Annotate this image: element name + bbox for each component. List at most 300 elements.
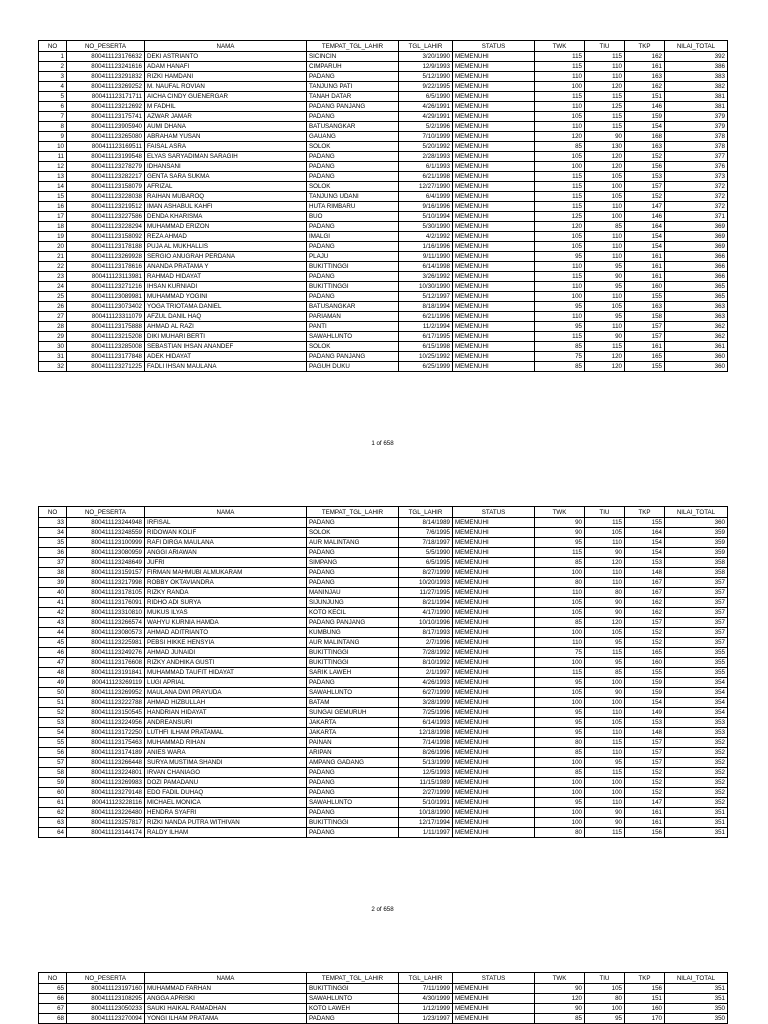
cell-nilai-total: 377 — [665, 152, 728, 162]
cell-nama: MUHAMMAD ERIZON — [145, 222, 307, 232]
cell-tempat-tgl-lahir: SIJUNJUNG — [307, 598, 399, 608]
table-row — [39, 142, 728, 152]
cell-tkp: 152 — [625, 778, 665, 788]
cell-nilai-total: 351 — [665, 984, 728, 994]
cell-twk: 120 — [535, 132, 585, 142]
cell-tempat-tgl-lahir: PADANG — [307, 152, 399, 162]
cell-tgl-lahir: 5/12/1997 — [399, 292, 453, 302]
cell-tiu: 110 — [585, 708, 625, 718]
cell-no: 63 — [39, 818, 67, 828]
cell-no: 66 — [39, 994, 67, 1004]
cell-tkp: 159 — [625, 678, 665, 688]
cell-tgl-lahir: 6/14/1993 — [399, 718, 453, 728]
cell-twk: 90 — [535, 528, 585, 538]
table-row — [39, 262, 728, 272]
cell-twk: 115 — [535, 182, 585, 192]
cell-nama: HANDRIAN HIDAYAT — [145, 708, 307, 718]
cell-status: MEMENUHI — [453, 538, 535, 548]
cell-twk: 85 — [535, 618, 585, 628]
cell-twk: 120 — [535, 994, 585, 1004]
cell-tempat-tgl-lahir: SAWAHLUNTO — [307, 798, 399, 808]
cell-tkp: 160 — [625, 282, 665, 292]
cell-tempat-tgl-lahir: PADANG — [307, 172, 399, 182]
cell-tempat-tgl-lahir: PADANG — [307, 222, 399, 232]
cell-no: 2 — [39, 62, 67, 72]
cell-nama: AFZUL DANIL HAQ — [145, 312, 307, 322]
cell-no: 55 — [39, 738, 67, 748]
cell-no-peserta: 800411123227586 — [67, 212, 145, 222]
cell-tgl-lahir: 5/13/1999 — [399, 758, 453, 768]
cell-no-peserta: 800411123113981 — [67, 272, 145, 282]
cell-no-peserta: 800411123226480 — [67, 808, 145, 818]
cell-status: MEMENUHI — [453, 758, 535, 768]
cell-tiu: 115 — [585, 648, 625, 658]
cell-nama: WAHYU KURNIA HAMDA — [145, 618, 307, 628]
cell-tempat-tgl-lahir: PLAJU — [307, 252, 399, 262]
cell-no-peserta: 800411123212692 — [67, 102, 145, 112]
cell-nama: AICHA CINDY GUENERGAR — [145, 92, 307, 102]
cell-no-peserta: 800411123222788 — [67, 698, 145, 708]
cell-status: MEMENUHI — [453, 322, 535, 332]
cell-no-peserta: 800411123310810 — [67, 608, 145, 618]
cell-no-peserta: 800411123271225 — [67, 362, 145, 372]
cell-nilai-total: 379 — [665, 122, 728, 132]
cell-nama: AFRIZAL — [145, 182, 307, 192]
cell-status: MEMENUHI — [453, 132, 535, 142]
table-row — [39, 1014, 728, 1024]
cell-no: 21 — [39, 252, 67, 262]
cell-no-peserta: 800411123175888 — [67, 322, 145, 332]
cell-no-peserta: 800411123248649 — [67, 558, 145, 568]
cell-no-peserta: 800411123171711 — [67, 92, 145, 102]
cell-nama: ROBBY OKTAVIANDRA — [145, 578, 307, 588]
cell-twk: 90 — [535, 518, 585, 528]
cell-tkp: 163 — [625, 142, 665, 152]
cell-twk: 95 — [535, 322, 585, 332]
cell-twk: 100 — [535, 788, 585, 798]
cell-no-peserta: 800411123905940 — [67, 122, 145, 132]
cell-tempat-tgl-lahir: PADANG — [307, 548, 399, 558]
cell-tempat-tgl-lahir: PADANG — [307, 292, 399, 302]
cell-tiu: 90 — [585, 808, 625, 818]
cell-no: 15 — [39, 192, 67, 202]
column-header-nilai-total: NILAI_TOTAL — [665, 507, 728, 518]
column-header-tempat-tgl-lahir: TEMPAT_TGL_LAHIR — [307, 507, 399, 518]
cell-nama: REZA AHMAD — [145, 232, 307, 242]
cell-no-peserta: 800411123249276 — [67, 648, 145, 658]
cell-nama: MICHAEL MONICA — [145, 798, 307, 808]
table-row — [39, 102, 728, 112]
cell-nilai-total: 360 — [665, 518, 728, 528]
cell-tkp: 168 — [625, 132, 665, 142]
cell-tiu: 90 — [585, 818, 625, 828]
cell-no: 30 — [39, 342, 67, 352]
column-header-tiu: TIU — [585, 973, 625, 984]
cell-no-peserta: 800411123050233 — [67, 1004, 145, 1014]
cell-tgl-lahir: 11/15/1989 — [399, 778, 453, 788]
cell-nama: IHSAN KURNIADI — [145, 282, 307, 292]
cell-status: MEMENUHI — [453, 122, 535, 132]
cell-no-peserta: 800411123266448 — [67, 758, 145, 768]
cell-tiu: 90 — [585, 132, 625, 142]
cell-nilai-total: 371 — [665, 212, 728, 222]
cell-status: MEMENUHI — [453, 102, 535, 112]
cell-tiu: 110 — [585, 728, 625, 738]
cell-status: MEMENUHI — [453, 62, 535, 72]
cell-nama: IDHANSANI — [145, 162, 307, 172]
cell-no-peserta: 800411123291832 — [67, 72, 145, 82]
cell-twk: 110 — [535, 122, 585, 132]
cell-twk: 95 — [535, 728, 585, 738]
cell-status: MEMENUHI — [453, 808, 535, 818]
cell-twk: 115 — [535, 272, 585, 282]
cell-tiu: 110 — [585, 292, 625, 302]
cell-no-peserta: 800411123178616 — [67, 262, 145, 272]
cell-tempat-tgl-lahir: SAWAHLUNTO — [307, 332, 399, 342]
cell-nilai-total: 350 — [665, 1014, 728, 1024]
cell-tkp: 157 — [625, 738, 665, 748]
cell-tkp: 162 — [625, 82, 665, 92]
table-row — [39, 598, 728, 608]
cell-twk: 95 — [535, 678, 585, 688]
results-table — [38, 40, 728, 372]
cell-no-peserta: 800411123215208 — [67, 332, 145, 342]
cell-tempat-tgl-lahir: PARIAMAN — [307, 312, 399, 322]
cell-status: MEMENUHI — [453, 698, 535, 708]
cell-no: 39 — [39, 578, 67, 588]
cell-twk: 95 — [535, 718, 585, 728]
cell-nilai-total: 351 — [665, 808, 728, 818]
cell-twk: 120 — [535, 222, 585, 232]
cell-tkp: 155 — [625, 668, 665, 678]
cell-tgl-lahir: 6/5/1990 — [399, 92, 453, 102]
results-table — [38, 972, 728, 1024]
page-2 — [38, 506, 727, 838]
cell-tgl-lahir: 7/11/1999 — [399, 984, 453, 994]
column-header-tiu: TIU — [585, 507, 625, 518]
table-row — [39, 658, 728, 668]
cell-status: MEMENUHI — [453, 788, 535, 798]
cell-tgl-lahir: 12/5/1993 — [399, 768, 453, 778]
cell-nilai-total: 369 — [665, 222, 728, 232]
cell-status: MEMENUHI — [453, 618, 535, 628]
table-body — [39, 984, 728, 1024]
table-row — [39, 678, 728, 688]
cell-no-peserta: 800411123177848 — [67, 352, 145, 362]
cell-tkp: 159 — [625, 112, 665, 122]
cell-tgl-lahir: 3/28/1999 — [399, 698, 453, 708]
cell-nilai-total: 358 — [665, 558, 728, 568]
cell-nama: DIKI MUHARI BERTI — [145, 332, 307, 342]
cell-tkp: 152 — [625, 768, 665, 778]
cell-status: MEMENUHI — [453, 638, 535, 648]
cell-nama: AHMAD ADITRIANTO — [145, 628, 307, 638]
table-row — [39, 282, 728, 292]
cell-tempat-tgl-lahir: KUMBUNG — [307, 628, 399, 638]
cell-nama: RIZKY ANDHIKA GUSTI — [145, 658, 307, 668]
cell-no-peserta: 800411123228116 — [67, 798, 145, 808]
column-header-tkp: TKP — [625, 41, 665, 52]
cell-no-peserta: 800411123269119 — [67, 678, 145, 688]
cell-tkp: 156 — [625, 828, 665, 838]
cell-nilai-total: 355 — [665, 658, 728, 668]
cell-nama: YONGI ILHAM PRATAMA — [145, 1014, 307, 1024]
cell-nama: LUGI APRIAL — [145, 678, 307, 688]
cell-nilai-total: 355 — [665, 648, 728, 658]
cell-no-peserta: 800411123080959 — [67, 548, 145, 558]
cell-no-peserta: 800411123178105 — [67, 588, 145, 598]
cell-twk: 80 — [535, 578, 585, 588]
cell-twk: 105 — [535, 152, 585, 162]
cell-tiu: 115 — [585, 768, 625, 778]
cell-tkp: 164 — [625, 528, 665, 538]
cell-tgl-lahir: 5/5/1990 — [399, 548, 453, 558]
cell-nilai-total: 357 — [665, 618, 728, 628]
cell-tgl-lahir: 1/16/1996 — [399, 242, 453, 252]
cell-tkp: 157 — [625, 748, 665, 758]
cell-nilai-total: 359 — [665, 538, 728, 548]
cell-tempat-tgl-lahir: PADANG PANJANG — [307, 102, 399, 112]
cell-nilai-total: 363 — [665, 312, 728, 322]
cell-nama: RAHMAD HIDAYAT — [145, 272, 307, 282]
cell-twk: 100 — [535, 808, 585, 818]
cell-tgl-lahir: 8/21/1994 — [399, 598, 453, 608]
cell-tiu: 95 — [585, 262, 625, 272]
cell-tgl-lahir: 8/17/1993 — [399, 628, 453, 638]
cell-tgl-lahir: 6/21/1998 — [399, 172, 453, 182]
cell-no: 33 — [39, 518, 67, 528]
cell-tkp: 156 — [625, 162, 665, 172]
cell-status: MEMENUHI — [453, 738, 535, 748]
cell-no: 24 — [39, 282, 67, 292]
column-header-status: STATUS — [453, 973, 535, 984]
header-row — [39, 507, 728, 518]
table-row — [39, 798, 728, 808]
table-row — [39, 362, 728, 372]
cell-tkp: 159 — [625, 688, 665, 698]
results-table — [38, 506, 728, 838]
cell-tgl-lahir: 4/17/1990 — [399, 608, 453, 618]
cell-no: 60 — [39, 788, 67, 798]
cell-twk: 115 — [535, 92, 585, 102]
cell-no-peserta: 800411123080573 — [67, 628, 145, 638]
cell-nilai-total: 362 — [665, 322, 728, 332]
cell-status: MEMENUHI — [453, 984, 535, 994]
cell-tkp: 154 — [625, 242, 665, 252]
cell-no-peserta: 800411123266574 — [67, 618, 145, 628]
cell-status: MEMENUHI — [453, 352, 535, 362]
cell-nama: AZWAR JAMAR — [145, 112, 307, 122]
header-row — [39, 41, 728, 52]
cell-tgl-lahir: 8/27/1999 — [399, 568, 453, 578]
cell-nilai-total: 363 — [665, 302, 728, 312]
cell-nama: AHMAD AL RAZI — [145, 322, 307, 332]
cell-no-peserta: 800411123159157 — [67, 568, 145, 578]
cell-tiu: 100 — [585, 788, 625, 798]
cell-tgl-lahir: 6/21/1996 — [399, 312, 453, 322]
cell-tempat-tgl-lahir: PADANG — [307, 768, 399, 778]
cell-status: MEMENUHI — [453, 292, 535, 302]
cell-no: 64 — [39, 828, 67, 838]
cell-status: MEMENUHI — [453, 628, 535, 638]
cell-tempat-tgl-lahir: GAUANG — [307, 132, 399, 142]
cell-tkp: 152 — [625, 628, 665, 638]
cell-nilai-total: 366 — [665, 262, 728, 272]
cell-status: MEMENUHI — [453, 232, 535, 242]
cell-no: 34 — [39, 528, 67, 538]
cell-tiu: 130 — [585, 142, 625, 152]
cell-twk: 95 — [535, 708, 585, 718]
cell-tempat-tgl-lahir: AUR MALINTANG — [307, 538, 399, 548]
table-row — [39, 52, 728, 62]
cell-twk: 105 — [535, 242, 585, 252]
cell-nama: MUKUS ILYAS — [145, 608, 307, 618]
cell-nilai-total: 352 — [665, 798, 728, 808]
cell-tkp: 161 — [625, 62, 665, 72]
page-number: 1 of 658 — [371, 440, 394, 447]
cell-nilai-total: 372 — [665, 192, 728, 202]
cell-tiu: 110 — [585, 202, 625, 212]
cell-no-peserta: 800411123269252 — [67, 82, 145, 92]
table-row — [39, 212, 728, 222]
cell-nama: MUHAMMAD RIHAN — [145, 738, 307, 748]
table-body — [39, 518, 728, 838]
table-row — [39, 688, 728, 698]
page-3 — [38, 972, 727, 1024]
cell-tempat-tgl-lahir: SUNGAI GEMURUH — [307, 708, 399, 718]
table-row — [39, 172, 728, 182]
cell-no: 11 — [39, 152, 67, 162]
cell-no-peserta: 800411123089981 — [67, 292, 145, 302]
cell-tiu: 95 — [585, 1014, 625, 1024]
cell-tiu: 80 — [585, 588, 625, 598]
cell-twk: 115 — [535, 172, 585, 182]
cell-tkp: 146 — [625, 212, 665, 222]
cell-status: MEMENUHI — [453, 252, 535, 262]
cell-tiu: 115 — [585, 92, 625, 102]
cell-nama: IRFISAL — [145, 518, 307, 528]
cell-tkp: 161 — [625, 252, 665, 262]
cell-tempat-tgl-lahir: PAINAN — [307, 738, 399, 748]
cell-nilai-total: 365 — [665, 282, 728, 292]
cell-tempat-tgl-lahir: PADANG — [307, 778, 399, 788]
cell-tkp: 157 — [625, 758, 665, 768]
cell-nilai-total: 357 — [665, 598, 728, 608]
cell-tgl-lahir: 6/14/1998 — [399, 262, 453, 272]
table-row — [39, 648, 728, 658]
cell-nilai-total: 352 — [665, 768, 728, 778]
table-row — [39, 748, 728, 758]
cell-no-peserta: 800411123241616 — [67, 62, 145, 72]
cell-nilai-total: 353 — [665, 728, 728, 738]
table-row — [39, 994, 728, 1004]
cell-no: 4 — [39, 82, 67, 92]
cell-tgl-lahir: 3/26/1992 — [399, 272, 453, 282]
cell-nilai-total: 383 — [665, 72, 728, 82]
cell-tempat-tgl-lahir: PADANG — [307, 162, 399, 172]
cell-twk: 100 — [535, 628, 585, 638]
cell-no: 59 — [39, 778, 67, 788]
table-row — [39, 352, 728, 362]
cell-tempat-tgl-lahir: PADANG — [307, 808, 399, 818]
cell-tkp: 147 — [625, 202, 665, 212]
table-row — [39, 82, 728, 92]
cell-no: 50 — [39, 688, 67, 698]
cell-nilai-total: 361 — [665, 342, 728, 352]
cell-tempat-tgl-lahir: PADANG PANJANG — [307, 352, 399, 362]
cell-nama: DENDA KHARISMA — [145, 212, 307, 222]
cell-tiu: 90 — [585, 598, 625, 608]
cell-tgl-lahir: 7/14/1998 — [399, 738, 453, 748]
cell-twk: 100 — [535, 778, 585, 788]
cell-tkp: 165 — [625, 352, 665, 362]
column-header-nilai-total: NILAI_TOTAL — [665, 973, 728, 984]
cell-tkp: 154 — [625, 698, 665, 708]
cell-status: MEMENUHI — [453, 92, 535, 102]
cell-no-peserta: 800411123269983 — [67, 778, 145, 788]
cell-tgl-lahir: 5/10/1994 — [399, 212, 453, 222]
cell-tgl-lahir: 4/26/1991 — [399, 102, 453, 112]
cell-nama: ANDREANSURI — [145, 718, 307, 728]
table-row — [39, 828, 728, 838]
cell-tempat-tgl-lahir: PADANG — [307, 1014, 399, 1024]
cell-tiu: 105 — [585, 528, 625, 538]
cell-no: 18 — [39, 222, 67, 232]
cell-tempat-tgl-lahir: SARIK LAWEH — [307, 668, 399, 678]
cell-tiu: 85 — [585, 222, 625, 232]
cell-twk: 95 — [535, 302, 585, 312]
cell-no: 31 — [39, 352, 67, 362]
cell-tempat-tgl-lahir: SOLOK — [307, 182, 399, 192]
cell-no: 36 — [39, 548, 67, 558]
cell-nilai-total: 357 — [665, 578, 728, 588]
cell-status: MEMENUHI — [453, 658, 535, 668]
column-header-no-peserta: NO_PESERTA — [67, 41, 145, 52]
cell-status: MEMENUHI — [453, 828, 535, 838]
cell-twk: 85 — [535, 748, 585, 758]
cell-tkp: 155 — [625, 518, 665, 528]
table-row — [39, 568, 728, 578]
table-row — [39, 312, 728, 322]
cell-no: 54 — [39, 728, 67, 738]
cell-nilai-total: 362 — [665, 332, 728, 342]
column-header-no: NO — [39, 973, 67, 984]
cell-status: MEMENUHI — [453, 312, 535, 322]
cell-no: 23 — [39, 272, 67, 282]
cell-tempat-tgl-lahir: BUKITTINGGI — [307, 658, 399, 668]
cell-no: 5 — [39, 92, 67, 102]
cell-nama: AHMAD HIZBULLAH — [145, 698, 307, 708]
cell-nama: FAISAL ASRA — [145, 142, 307, 152]
cell-no: 38 — [39, 568, 67, 578]
cell-tkp: 147 — [625, 798, 665, 808]
cell-tiu: 100 — [585, 182, 625, 192]
cell-tkp: 164 — [625, 222, 665, 232]
cell-no-peserta: 800411123228038 — [67, 192, 145, 202]
cell-twk: 85 — [535, 768, 585, 778]
cell-nilai-total: 351 — [665, 818, 728, 828]
cell-nilai-total: 354 — [665, 698, 728, 708]
table-row — [39, 738, 728, 748]
cell-nilai-total: 373 — [665, 172, 728, 182]
cell-tkp: 163 — [625, 72, 665, 82]
cell-tempat-tgl-lahir: MANINJAU — [307, 588, 399, 598]
cell-status: MEMENUHI — [453, 172, 535, 182]
cell-tgl-lahir: 1/11/1997 — [399, 828, 453, 838]
cell-tkp: 148 — [625, 728, 665, 738]
cell-status: MEMENUHI — [453, 994, 535, 1004]
table-row — [39, 708, 728, 718]
